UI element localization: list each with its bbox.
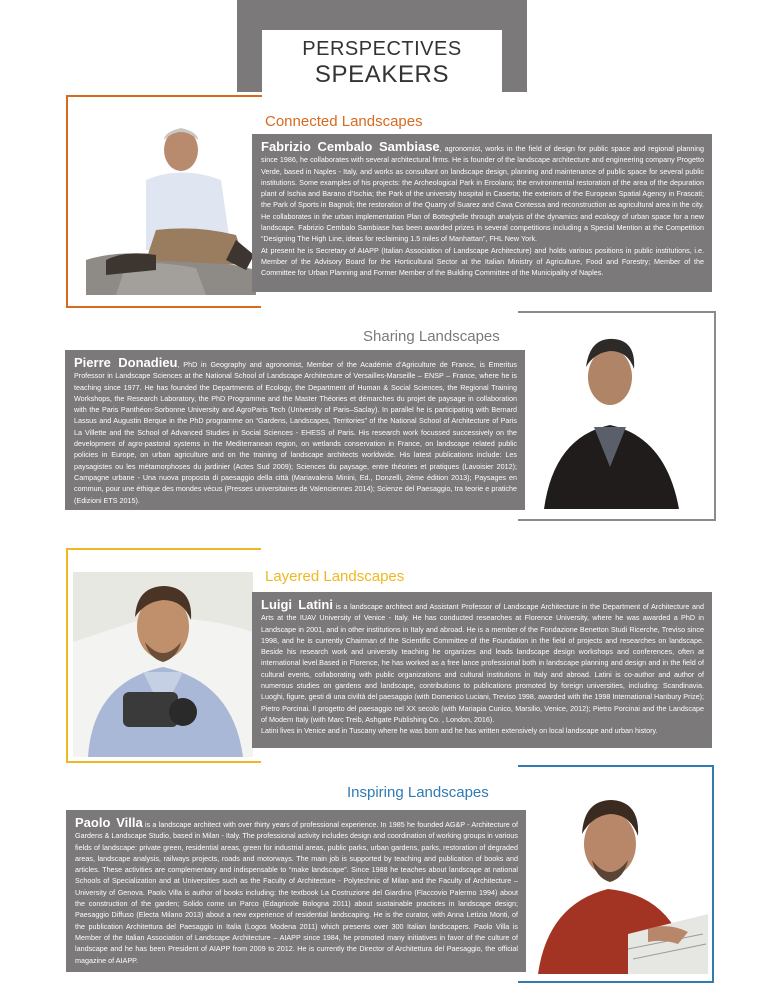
photo-luigi-latini [73,572,253,757]
sharing-bio-panel [65,350,525,510]
header-perspectives: PERSPECTIVES [302,38,462,60]
speaker-bio: , PhD in Geography and agronomist, Member of the Académie d’Agriculture de France, is Emeritus Professor in Landscape Sciences at the National School of Landscape Architecture of Versailles-Marseille – ENSP – France, where he is teaching since 1977. He has founded the Departments of Ecology, the Department of Human & Social Sciences, the Regional Training Workshops, the Research Laboratory, the PhD Programme and the Master Théories et démarches du projet de paysage in collaboration with the Paris Panthéon-Sorbonne University and AgroParis Tech (University of Paris–Saclay). In parallel he is participating with Bernard Lassus and Augustin Berque in the PhD programme on “Gardens, Landscapes, Territories” of the National School of Architecture of Paris La Villette and the School of Advanced Studies in Social Sciences - EHESS of Paris. His research work focussed successively on the development of agro-pastoral systems in the Mediterranean region, on wetlands conservation in France, on landscape related public policies in Europe, on urban agriculture and on the training of landscape architects worldwide. His latest publications include: Les paysagistes ou les métamorphoses du jardinier (Actes Sud 2009); Sciences du paysage, entre théories et pratiques (Lavoisier 2012); Campagne urbane - Una nuova proposta di paesaggio della città (Mariavaleria Minini, Ed., Donzelli, 2ème édition 2013); Paysages en commun, pour une éthique des mondes vécus (Presses universitaires de Valenciennes 2014); Scienze del Paesaggio, tra teorie e pratiche (Edizioni ETS 2015). [74,360,518,505]
layered-title: Layered Landscapes [265,568,405,585]
speaker-name: Fabrizio Cembalo Sambiase [261,139,440,154]
speaker-bio: , agronomist, works in the field of design for public space and regional planning since 1986, he collaborates with several architectural firms. He is founder of the landscape architecture and engineering company Progetto Verde, based in Naples - Italy, and works as consultant on landscape design, planning and maintenance of public space for several public institutions. Some examples of his projects: the Archeological Park in Ercolano; the environmental restoration of the area of the depuration plant of Ischia and Barano d’Ischia; the Park of the university hospital in Caserta; the exteriors of the European Spatial Agency in Frascati; the Park of Sports in Bagnoli; the restoration of the Quarry of Suarez and Cava Contessa and reconstruction as agricultural area in the city. He collaborates in the urban implementation Plan of Botteghelle through analysis of the dynamics and ecology of urban space for a new landscape. Fabrizio Cembalo Sambiase has been awarded prizes in several competitions including a Special Mention at the Competition “Designing The High Line, ideas for reclaiming 1.5 miles of Manhattan”, FHL New York. At present he is Secretary of AIAPP (Italian Association of Landscape Architecture) and holds various positions in public institutions, i.e. Member of the Advisory Board for the Horticultural Sector at the Italian Ministry of Agriculture, Food and Forestry; Member of the Committee for Urban Planning and Former Member of the Building Committee of the Municipality of Naples. [261,144,704,278]
connected-title: Connected Landscapes [265,113,423,130]
photo-fabrizio-cembalo-sambiase [86,110,256,295]
speaker-name: Pierre Donadieu [74,355,178,370]
photo-pierre-donadieu [524,327,696,509]
speaker-bio: is a landscape architect with over thirty years of professional experience. In 1985 he founded AG&P - Architecture of Gardens & Landscape Studio, based in Milan - Italy. The professional activity includes design and coordination of working groups in various fields of landscape: private green, residential areas, green for industrial areas, public parks, urban gardens, parks, restoration of degraded areas, landscape analysis, railways projects, roads and motorways. The main job is supported by teaching and publication of books and articles. These activities are complementary and indispensable to “make landscape”. Since 1988 he teaches about landscape at national Schools of Specialization and at Universities such as the Faculty of Architecture - Polytechnic of Milan and the Faculty of Architecture – University of Genova. Paolo Villa is author of books including: the textbook La Costruzione del Giardino (Flaccovio Palermo 1994) about the construction of the garden; Solido come un Parco (Edagricole Bologna 2011) about sustainable practices in landscape design; Paesaggio Diffuso (Electa Milano 2013) about a new experience of residential landscaping. He is the curator, with Anna Letizia Monti, of the publication Architettura del Paesaggio in Italia (Logos Modena 2011) which presents over 300 Italian landscapers. Paolo Villa is Member of the Italian Association of Landscape Architecture – AIAPP since 1984, he promoted many initiatives in favor of the culture of landscape and he has been President of AIAPP from 2009 to 2012. He is currently the Director of Architettura del Paesaggio, the official magazine of AIAPP. [75,820,518,965]
header-speakers: SPEAKERS [314,61,450,88]
photo-paolo-villa [528,784,708,974]
speaker-bio: is a landscape architect and Assistant Professor of Landscape Architecture in the Department of Architecture and Arts at the IUAV University of Venice - Italy. He has conducted researches at Florence University, where he was awarded a PhD in Landscape in 2001, and in other institutions in Italy and abroad. He is a member of the Fondazione Benetton Studi Ricerche, Treviso since 1998, and he is currently Chairman of the Scientific Committee of the Foundation in the field of projects and researches on landscape. Beside his research work and university teaching he organizes and leads landscape design workshops and conferences, often at international level.Based in Florence, he has worked as a free lance professional both in landscape planning and design and in the field of cultural events, collaborating with public organizations and cultural institutions in Italy and abroad. Latini is co-author and author of numerous studies on gardens and landscape, contributions to publications promoted by foreign universities, including: Scandinavia. Luoghi, figure, gesti di una civiltà del paesaggio (with Domenico Luciani, Treviso 1998, awarded with the 1998 International Hanbury Prize); Pietro Porcinai. Il progetto del paesaggio nel XX secolo (with Mariapia Cunico, Marsilio, Venice, 2012); Pietro Porcinai and the Landscape of Modern Italy (with Marc Treib, Ashgate Publishing Co. , London, 2016). Latini lives in Venice and in Tuscany where he was born and he has written extensively on local landscape and urban history. [261,602,704,736]
connected-frame-top [66,95,262,97]
header-title-box [262,30,502,94]
inspiring-title: Inspiring Landscapes [347,784,489,801]
layered-bio-panel [252,592,712,748]
speaker-name: Luigi Latini [261,597,333,612]
sharing-title: Sharing Landscapes [363,328,500,345]
inspiring-bio-panel [66,810,526,972]
connected-bio-panel [252,134,712,292]
speaker-name: Paolo Villa [75,815,143,830]
